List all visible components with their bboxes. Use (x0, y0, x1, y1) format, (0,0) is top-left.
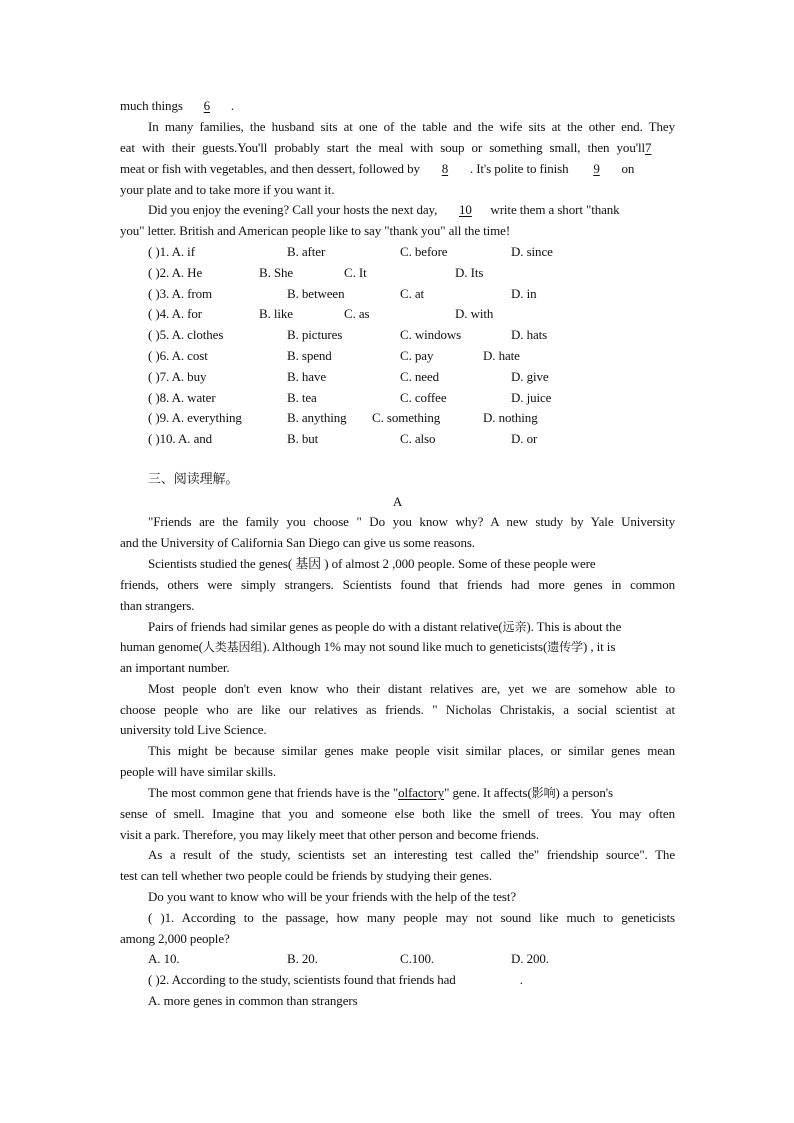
cloze-q2-number-and-option-a: ( )2. A. He (148, 265, 203, 280)
question-2-stem (148, 970, 675, 991)
text: ) a person's (555, 785, 614, 800)
chinese-gloss: 遗传学 (547, 640, 583, 654)
cloze-q6-number-and-option-a: ( )6. A. cost (148, 348, 208, 363)
chinese-gloss: 人类基因组 (202, 640, 263, 654)
cloze-q7-option-b: B. have (287, 369, 327, 384)
cloze-q3-option-c: C. at (400, 286, 425, 301)
question-2-option-a: A. more genes in common than strangers (148, 993, 358, 1008)
passage-p5-line1: This might be because similar genes make people visit similar places, or similar genes mean (148, 743, 675, 758)
text: ( )2. According to the study, scientists found that friends had (148, 972, 456, 987)
cloze-q2-option-d: D. Its (455, 265, 484, 280)
text: ) of almost 2 ,000 people. Some of these people were (324, 556, 596, 571)
cloze-q9-option-d: D. nothing (483, 410, 538, 425)
passage-p2-line1 (148, 554, 675, 576)
passage-p7-line1: As a result of the study, scientists set an interesting test called the" friendship source". The (148, 847, 675, 862)
text: ). This is about the (526, 619, 622, 634)
cloze-q10-number-and-option-a: ( )10. A. and (148, 431, 213, 446)
cloze-q5-option-c: C. windows (400, 327, 462, 342)
passage-p3-line2 (120, 637, 675, 658)
question-1-option-c: C.100. (400, 951, 435, 966)
text: Pairs of friends had similar genes as people do with a distant relative( (148, 619, 503, 634)
cloze-q8-option-d: D. juice (511, 390, 552, 405)
cloze-q3-option-b: B. between (287, 286, 345, 301)
text: . (519, 972, 523, 987)
cloze-q6-option-c: C. pay (400, 348, 434, 363)
cloze-q1-option-d: D. since (511, 244, 553, 259)
blank-9: 9 (593, 161, 600, 176)
cloze-q7-option-c: C. need (400, 369, 440, 384)
cloze-q5-option-b: B. pictures (287, 327, 343, 342)
text: on (621, 161, 635, 176)
cloze-q8-option-b: B. tea (287, 390, 317, 405)
passage-p6-line3: visit a park. Therefore, you may likely meet that other person and become friends. (120, 827, 539, 842)
text: The most common gene that friends have is the " (148, 785, 399, 800)
cloze-q5-number-and-option-a: ( )5. A. clothes (148, 327, 224, 342)
passage-p1-line2: and the University of California San Diego can give us some reasons. (120, 535, 475, 550)
passage-p4-line3: university told Live Science. (120, 722, 267, 737)
passage-p6-line1 (148, 783, 675, 804)
text: Scientists studied the genes( (148, 556, 293, 571)
cloze-q8-number-and-option-a: ( )8. A. water (148, 390, 216, 405)
cloze-q9-option-c: C. something (372, 410, 441, 425)
cloze-q4-option-d: D. with (455, 306, 494, 321)
cloze-p2-line3 (120, 159, 675, 180)
cloze-q7-number-and-option-a: ( )7. A. buy (148, 369, 207, 384)
cloze-q6-option-d: D. hate (483, 348, 520, 363)
cloze-q1-number-and-option-a: ( )1. A. if (148, 244, 195, 259)
question-1-option-b: B. 20. (287, 951, 318, 966)
text: human genome( (120, 639, 203, 654)
underlined-word: olfactory (398, 785, 445, 800)
passage-p1-line1: "Friends are the family you choose " Do you know why? A new study by Yale University (148, 514, 675, 529)
cloze-q1-option-c: C. before (400, 244, 448, 259)
cloze-q10-option-d: D. or (511, 431, 538, 446)
answer-blank (456, 970, 520, 991)
cloze-q1-option-b: B. after (287, 244, 326, 259)
text: . It's polite to finish (469, 161, 569, 176)
passage-p4-line2: choose people who are like our relatives as friends. " Nicholas Christakis, a social scientist at (120, 702, 675, 717)
passage-label: A (392, 494, 403, 509)
cloze-q3-option-d: D. in (511, 286, 537, 301)
cloze-p2-line2 (120, 138, 675, 159)
cloze-q2-option-c: C. It (344, 265, 367, 280)
text: ). Although 1% may not sound like much to geneticists( (262, 639, 548, 654)
question-1-option-a: A. 10. (148, 951, 180, 966)
cloze-q3-number-and-option-a: ( )3. A. from (148, 286, 213, 301)
blank-7: 7 (645, 140, 652, 155)
section-heading: 三、阅读理解。 (148, 472, 239, 487)
cloze-q7-option-d: D. give (511, 369, 549, 384)
chinese-gloss: 基因 (295, 557, 322, 572)
question-1-option-d: D. 200. (511, 951, 549, 966)
cloze-q2-option-b: B. She (259, 265, 294, 280)
cloze-q4-option-c: C. as (344, 306, 370, 321)
cloze-p2-line1: In many families, the husband sits at one of the table and the wife sits at the other end. They (148, 119, 675, 134)
passage-p4-line1: Most people don't even know who their distant relatives are, yet we are somehow able to (148, 681, 675, 696)
cloze-q4-option-b: B. like (259, 306, 293, 321)
passage-p2-line3: than strangers. (120, 598, 195, 613)
cloze-q4-number-and-option-a: ( )4. A. for (148, 306, 203, 321)
text: much things (120, 98, 183, 113)
blank-10: 10 (459, 202, 472, 217)
chinese-gloss: 影响 (531, 786, 556, 800)
passage-p3-line3: an important number. (120, 660, 230, 675)
text: " gene. It affects( (444, 785, 532, 800)
cloze-p3-line2: you" letter. British and American people like to say "thank you" all the time! (120, 223, 511, 238)
passage-p6-line2: sense of smell. Imagine that you and someone else both like the smell of trees. You may often (120, 806, 675, 821)
chinese-gloss: 远亲 (502, 620, 527, 634)
blank-6: 6 (203, 98, 211, 113)
passage-p2-line2: friends, others were simply strangers. Scientists found that friends had more genes in common (120, 577, 675, 592)
cloze-q10-option-c: C. also (400, 431, 436, 446)
cloze-q10-option-b: B. but (287, 431, 319, 446)
cloze-q9-option-b: B. anything (287, 410, 347, 425)
question-1-stem: ( )1. According to the passage, how many people may not sound like much to geneticists (148, 910, 675, 925)
cloze-paragraph-end: much things 6 . (120, 96, 675, 117)
cloze-q6-option-b: B. spend (287, 348, 332, 363)
text: eat with their guests.You'll probably start the meal with soup or something small, then you'll (120, 140, 645, 155)
cloze-p3-line1 (148, 200, 675, 221)
passage-p3-line1 (148, 617, 675, 638)
text: write them a short "thank (490, 202, 620, 217)
cloze-q5-option-d: D. hats (511, 327, 548, 342)
blank-8: 8 (441, 161, 449, 176)
text: Did you enjoy the evening? Call your hosts the next day, (148, 202, 438, 217)
passage-p5-line2: people will have similar skills. (120, 764, 277, 779)
passage-p8-line1: Do you want to know who will be your friends with the help of the test? (148, 889, 517, 904)
cloze-p2-line4: your plate and to take more if you want it. (120, 182, 335, 197)
cloze-q8-option-c: C. coffee (400, 390, 447, 405)
text: ) , it is (582, 639, 616, 654)
text: meat or fish with vegetables, and then dessert, followed by (120, 161, 420, 176)
cloze-q9-number-and-option-a: ( )9. A. everything (148, 410, 242, 425)
question-1-stem-cont: among 2,000 people? (120, 931, 230, 946)
passage-p7-line2: test can tell whether two people could be friends by studying their genes. (120, 868, 493, 883)
